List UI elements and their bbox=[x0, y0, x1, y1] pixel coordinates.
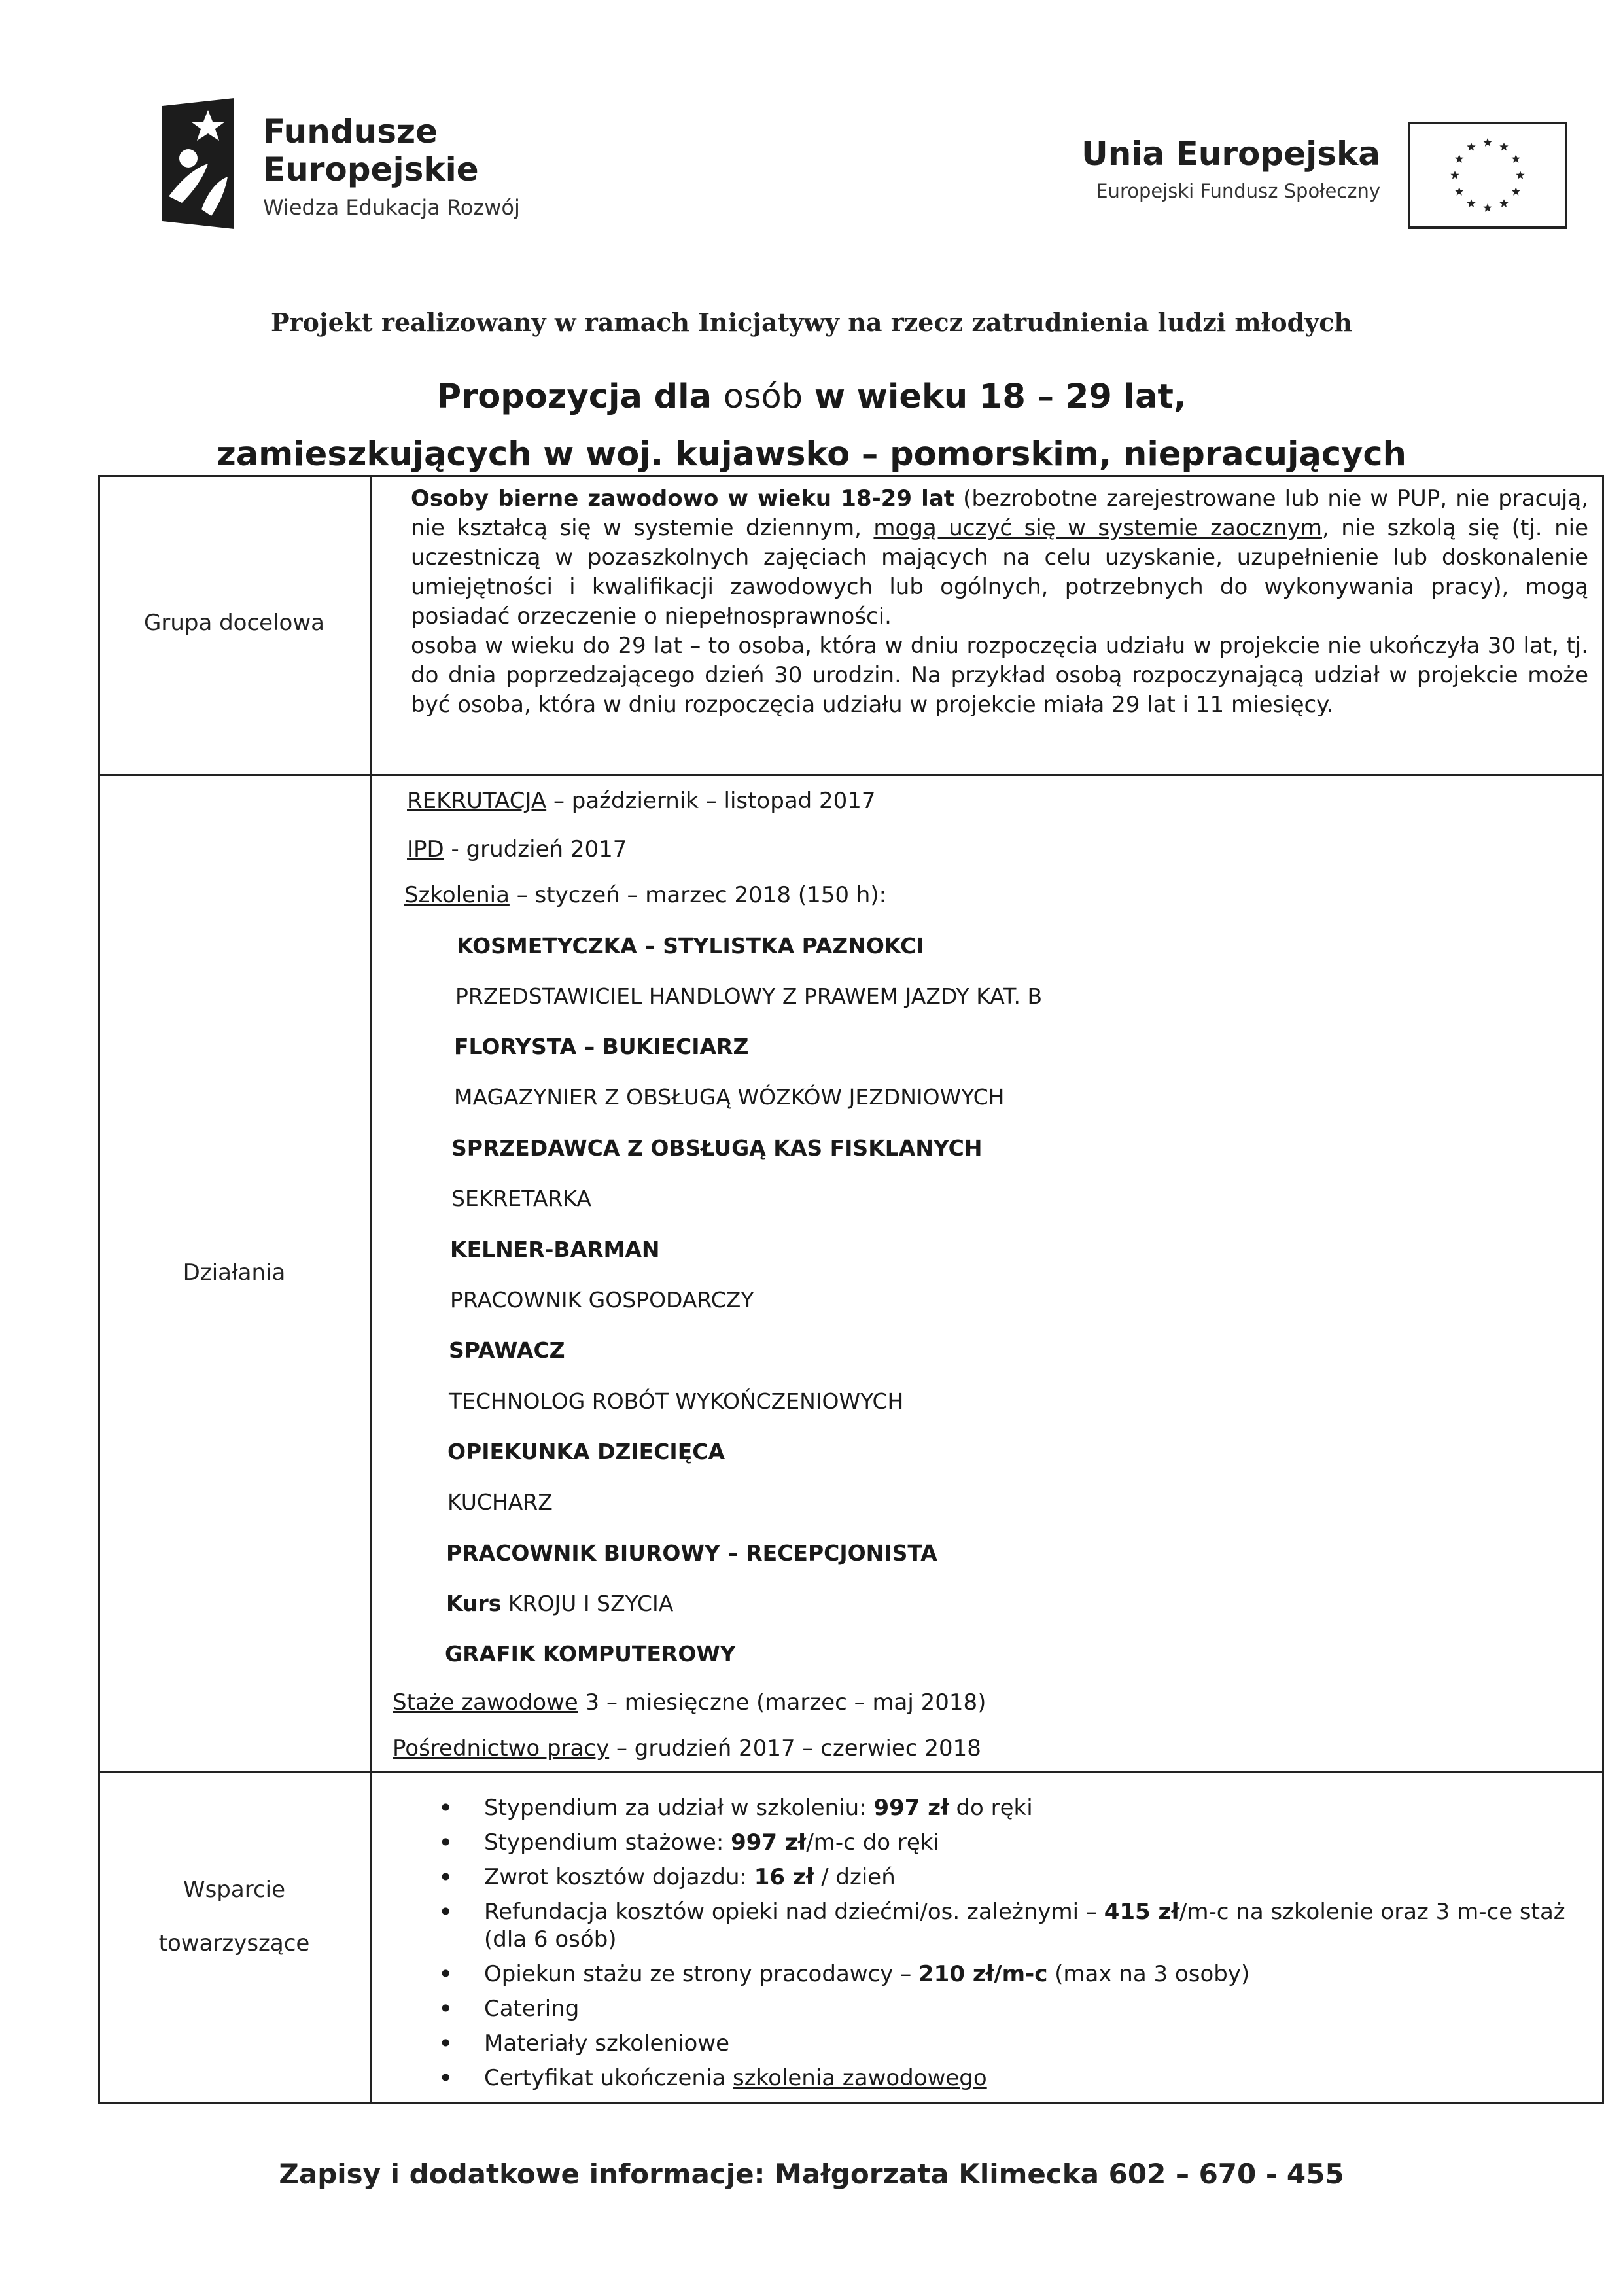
eu-star-icon bbox=[1512, 187, 1520, 196]
eu-star-icon bbox=[1483, 138, 1492, 147]
project-line: Projekt realizowany w ramach Inicjatywy na rzecz zatrudnienia ludzi młodych bbox=[270, 308, 1353, 337]
eu-star-icon bbox=[1467, 143, 1475, 151]
support-underlined-text: szkolenia zawodowego bbox=[733, 2065, 987, 2091]
course-item: PRZEDSTAWICIEL HANDLOWY Z PRAWEM JAZDY KAT. B bbox=[455, 983, 1043, 1009]
course-item: KUCHARZ bbox=[447, 1489, 553, 1515]
support-amount: 997 zł bbox=[873, 1795, 949, 1821]
support-amount: 210 zł/m-c bbox=[918, 1961, 1048, 1987]
posrednictwo-line bbox=[393, 1735, 981, 1761]
eu-star-icon bbox=[1455, 187, 1463, 196]
support-amount: 997 zł bbox=[731, 1829, 807, 1856]
support-item bbox=[425, 2030, 1590, 2057]
fe-name-line1: Fundusze bbox=[263, 113, 438, 150]
eu-star-icon bbox=[1516, 171, 1524, 179]
course-item: SPAWACZ bbox=[449, 1337, 565, 1363]
title-line2: zamieszkujących w woj. kujawsko – pomorskim, niepracujących bbox=[217, 435, 1406, 474]
grupa-paragraph-1 bbox=[411, 484, 1588, 631]
fe-name-line2: Europejskie bbox=[263, 150, 479, 188]
szkolenia-line bbox=[404, 882, 886, 908]
posrednictwo-heading: Pośrednictwo pracy bbox=[393, 1735, 610, 1761]
course-item: SPRZEDAWCA Z OBSŁUGĄ KAS FISKLANYCH bbox=[451, 1135, 983, 1161]
ue-name: Unia Europejska bbox=[1081, 135, 1380, 173]
table-border-bottom bbox=[98, 2102, 1604, 2104]
eu-star-icon bbox=[1499, 199, 1508, 207]
support-unit: do ręki bbox=[949, 1795, 1033, 1821]
support-item bbox=[425, 1995, 1590, 2022]
kurs-prefix: Kurs bbox=[446, 1591, 502, 1616]
support-item bbox=[425, 1794, 1590, 1822]
title-part-c: w wieku 18 – 29 lat, bbox=[803, 378, 1187, 416]
eu-star-icon bbox=[1483, 203, 1492, 212]
wsparcie-label-line1: Wsparcie bbox=[183, 1877, 286, 1903]
posrednictwo-dates: – grudzień 2017 – czerwiec 2018 bbox=[609, 1735, 981, 1761]
rekrutacja-line bbox=[407, 788, 876, 814]
support-text: Materiały szkoleniowe bbox=[484, 2030, 729, 2057]
grupa-docelowa-label: Grupa docelowa bbox=[144, 610, 324, 636]
ipd-line bbox=[407, 836, 627, 862]
eu-star-icon bbox=[1499, 143, 1508, 151]
support-text: Refundacja kosztów opieki nad dziećmi/os. zależnymi – bbox=[484, 1899, 1104, 1925]
grupa-bold-lead: Osoby bierne zawodowo w wieku 18-29 lat bbox=[411, 486, 955, 512]
title-part-b: osób bbox=[723, 378, 803, 416]
support-amount: 16 zł bbox=[754, 1864, 814, 1890]
szkolenia-dates: – styczeń – marzec 2018 (150 h): bbox=[509, 882, 887, 908]
support-item bbox=[425, 1960, 1590, 1988]
course-item: KOSMETYCZKA – STYLISTKA PAZNOKCI bbox=[457, 933, 924, 959]
support-text: Zwrot kosztów dojazdu: bbox=[484, 1864, 754, 1890]
table-border-right bbox=[1602, 475, 1604, 2104]
course-item: SEKRETARKA bbox=[451, 1186, 591, 1211]
course-item: PRACOWNIK GOSPODARCZY bbox=[450, 1287, 754, 1313]
rekrutacja-dates: – październik – listopad 2017 bbox=[546, 788, 876, 814]
course-item: FLORYSTA – BUKIECIARZ bbox=[454, 1034, 749, 1059]
staze-heading: Staże zawodowe bbox=[393, 1689, 578, 1716]
course-item: KELNER-BARMAN bbox=[450, 1237, 660, 1262]
wsparcie-label-line2: towarzyszące bbox=[158, 1930, 310, 1956]
fe-subtitle: Wiedza Edukacja Rozwój bbox=[263, 195, 520, 220]
szkolenia-heading: Szkolenia bbox=[404, 882, 510, 908]
support-item bbox=[425, 1898, 1590, 1953]
support-text: Stypendium stażowe: bbox=[484, 1829, 731, 1856]
support-text: Opiekun stażu ze strony pracodawcy – bbox=[484, 1961, 919, 1987]
ue-subtitle: Europejski Fundusz Społeczny bbox=[1096, 180, 1380, 202]
grupa-text-a: (bezrobotne zarejestrowane lub nie w PUP, nie pracują, nie kształcą się w systemie dziennym, bbox=[411, 486, 1588, 541]
support-text: Catering bbox=[484, 1996, 580, 2022]
grupa-text-b: , nie szkolą się (tj. nie uczestniczą w pozaszkolnych zajęciach mających na celu uzyskanie, uzupełnienie lub doskonalenie umiejętności i kwalifikacji zawodowych lub ogólnych, potrzebnych do wykonywania pracy), mogą posiadać orzeczenie o niepełnosprawności. bbox=[411, 515, 1588, 629]
staze-line bbox=[393, 1689, 986, 1716]
grupa-docelowa-description bbox=[411, 484, 1588, 720]
dzialania-label: Działania bbox=[183, 1260, 286, 1286]
support-unit: (max na 3 osoby) bbox=[1047, 1961, 1250, 1987]
grupa-underlined-text: mogą uczyć się w systemie zaocznym bbox=[873, 515, 1322, 541]
ipd-heading: IPD bbox=[407, 836, 444, 862]
eu-star-icon bbox=[1455, 154, 1463, 163]
support-unit: / dzień bbox=[814, 1864, 896, 1890]
support-unit: /m-c na szkolenie oraz 3 m-ce staż (dla 6 osób) bbox=[484, 1899, 1565, 1952]
support-text: Stypendium za udział w szkoleniu: bbox=[484, 1795, 874, 1821]
support-amount: 415 zł bbox=[1104, 1899, 1179, 1925]
title-part-a: Propozycja dla bbox=[436, 378, 724, 416]
rekrutacja-heading: REKRUTACJA bbox=[407, 788, 547, 814]
support-text: Certyfikat ukończenia bbox=[484, 2065, 733, 2091]
grupa-paragraph-2: osoba w wieku do 29 lat – to osoba, która w dniu rozpoczęcia udziału w projekcie nie ukończyła 30 lat, tj. do dnia poprzedzającego dzień 30 urodzin. Na przykład osobą rozpoczynającą udział w projekcie może być osoba, która w dniu rozpoczęcia udziału w projekcie miała 29 lat i 11 miesięcy. bbox=[411, 633, 1588, 718]
course-item: TECHNOLOG ROBÓT WYKOŃCZENIOWYCH bbox=[449, 1388, 904, 1414]
fundusze-europejskie-name bbox=[263, 113, 479, 188]
fundusze-europejskie-logo-icon bbox=[162, 98, 234, 229]
kurs-name: KROJU I SZYCIA bbox=[508, 1591, 674, 1616]
support-item bbox=[425, 1829, 1590, 1856]
ipd-dates: - grudzień 2017 bbox=[444, 836, 627, 862]
course-item: GRAFIK KOMPUTEROWY bbox=[445, 1641, 736, 1667]
title-line1 bbox=[0, 378, 1623, 416]
course-item-kurs bbox=[446, 1591, 673, 1616]
support-item bbox=[425, 2064, 1590, 2092]
table-row-divider bbox=[98, 774, 1604, 776]
table-border-top bbox=[98, 475, 1604, 477]
table-column-divider bbox=[370, 475, 372, 2104]
table-border-left bbox=[98, 475, 100, 2104]
course-item: PRACOWNIK BIUROWY – RECEPCJONISTA bbox=[446, 1540, 937, 1566]
eu-star-icon bbox=[1512, 154, 1520, 163]
course-item: MAGAZYNIER Z OBSŁUGĄ WÓZKÓW JEZDNIOWYCH bbox=[454, 1084, 1005, 1110]
table-row-divider bbox=[98, 1771, 1604, 1773]
eu-star-icon bbox=[1467, 199, 1475, 207]
support-item bbox=[425, 1863, 1590, 1891]
support-unit: /m-c do ręki bbox=[806, 1829, 939, 1856]
footer-contact: Zapisy i dodatkowe informacje: Małgorzata Klimecka 602 – 670 - 455 bbox=[279, 2158, 1344, 2190]
course-item: OPIEKUNKA DZIECIĘCA bbox=[447, 1439, 725, 1464]
support-list bbox=[425, 1794, 1590, 2099]
eu-star-icon bbox=[1450, 171, 1459, 179]
eu-flag-icon bbox=[1408, 122, 1567, 229]
staze-dates: 3 – miesięczne (marzec – maj 2018) bbox=[578, 1689, 986, 1716]
